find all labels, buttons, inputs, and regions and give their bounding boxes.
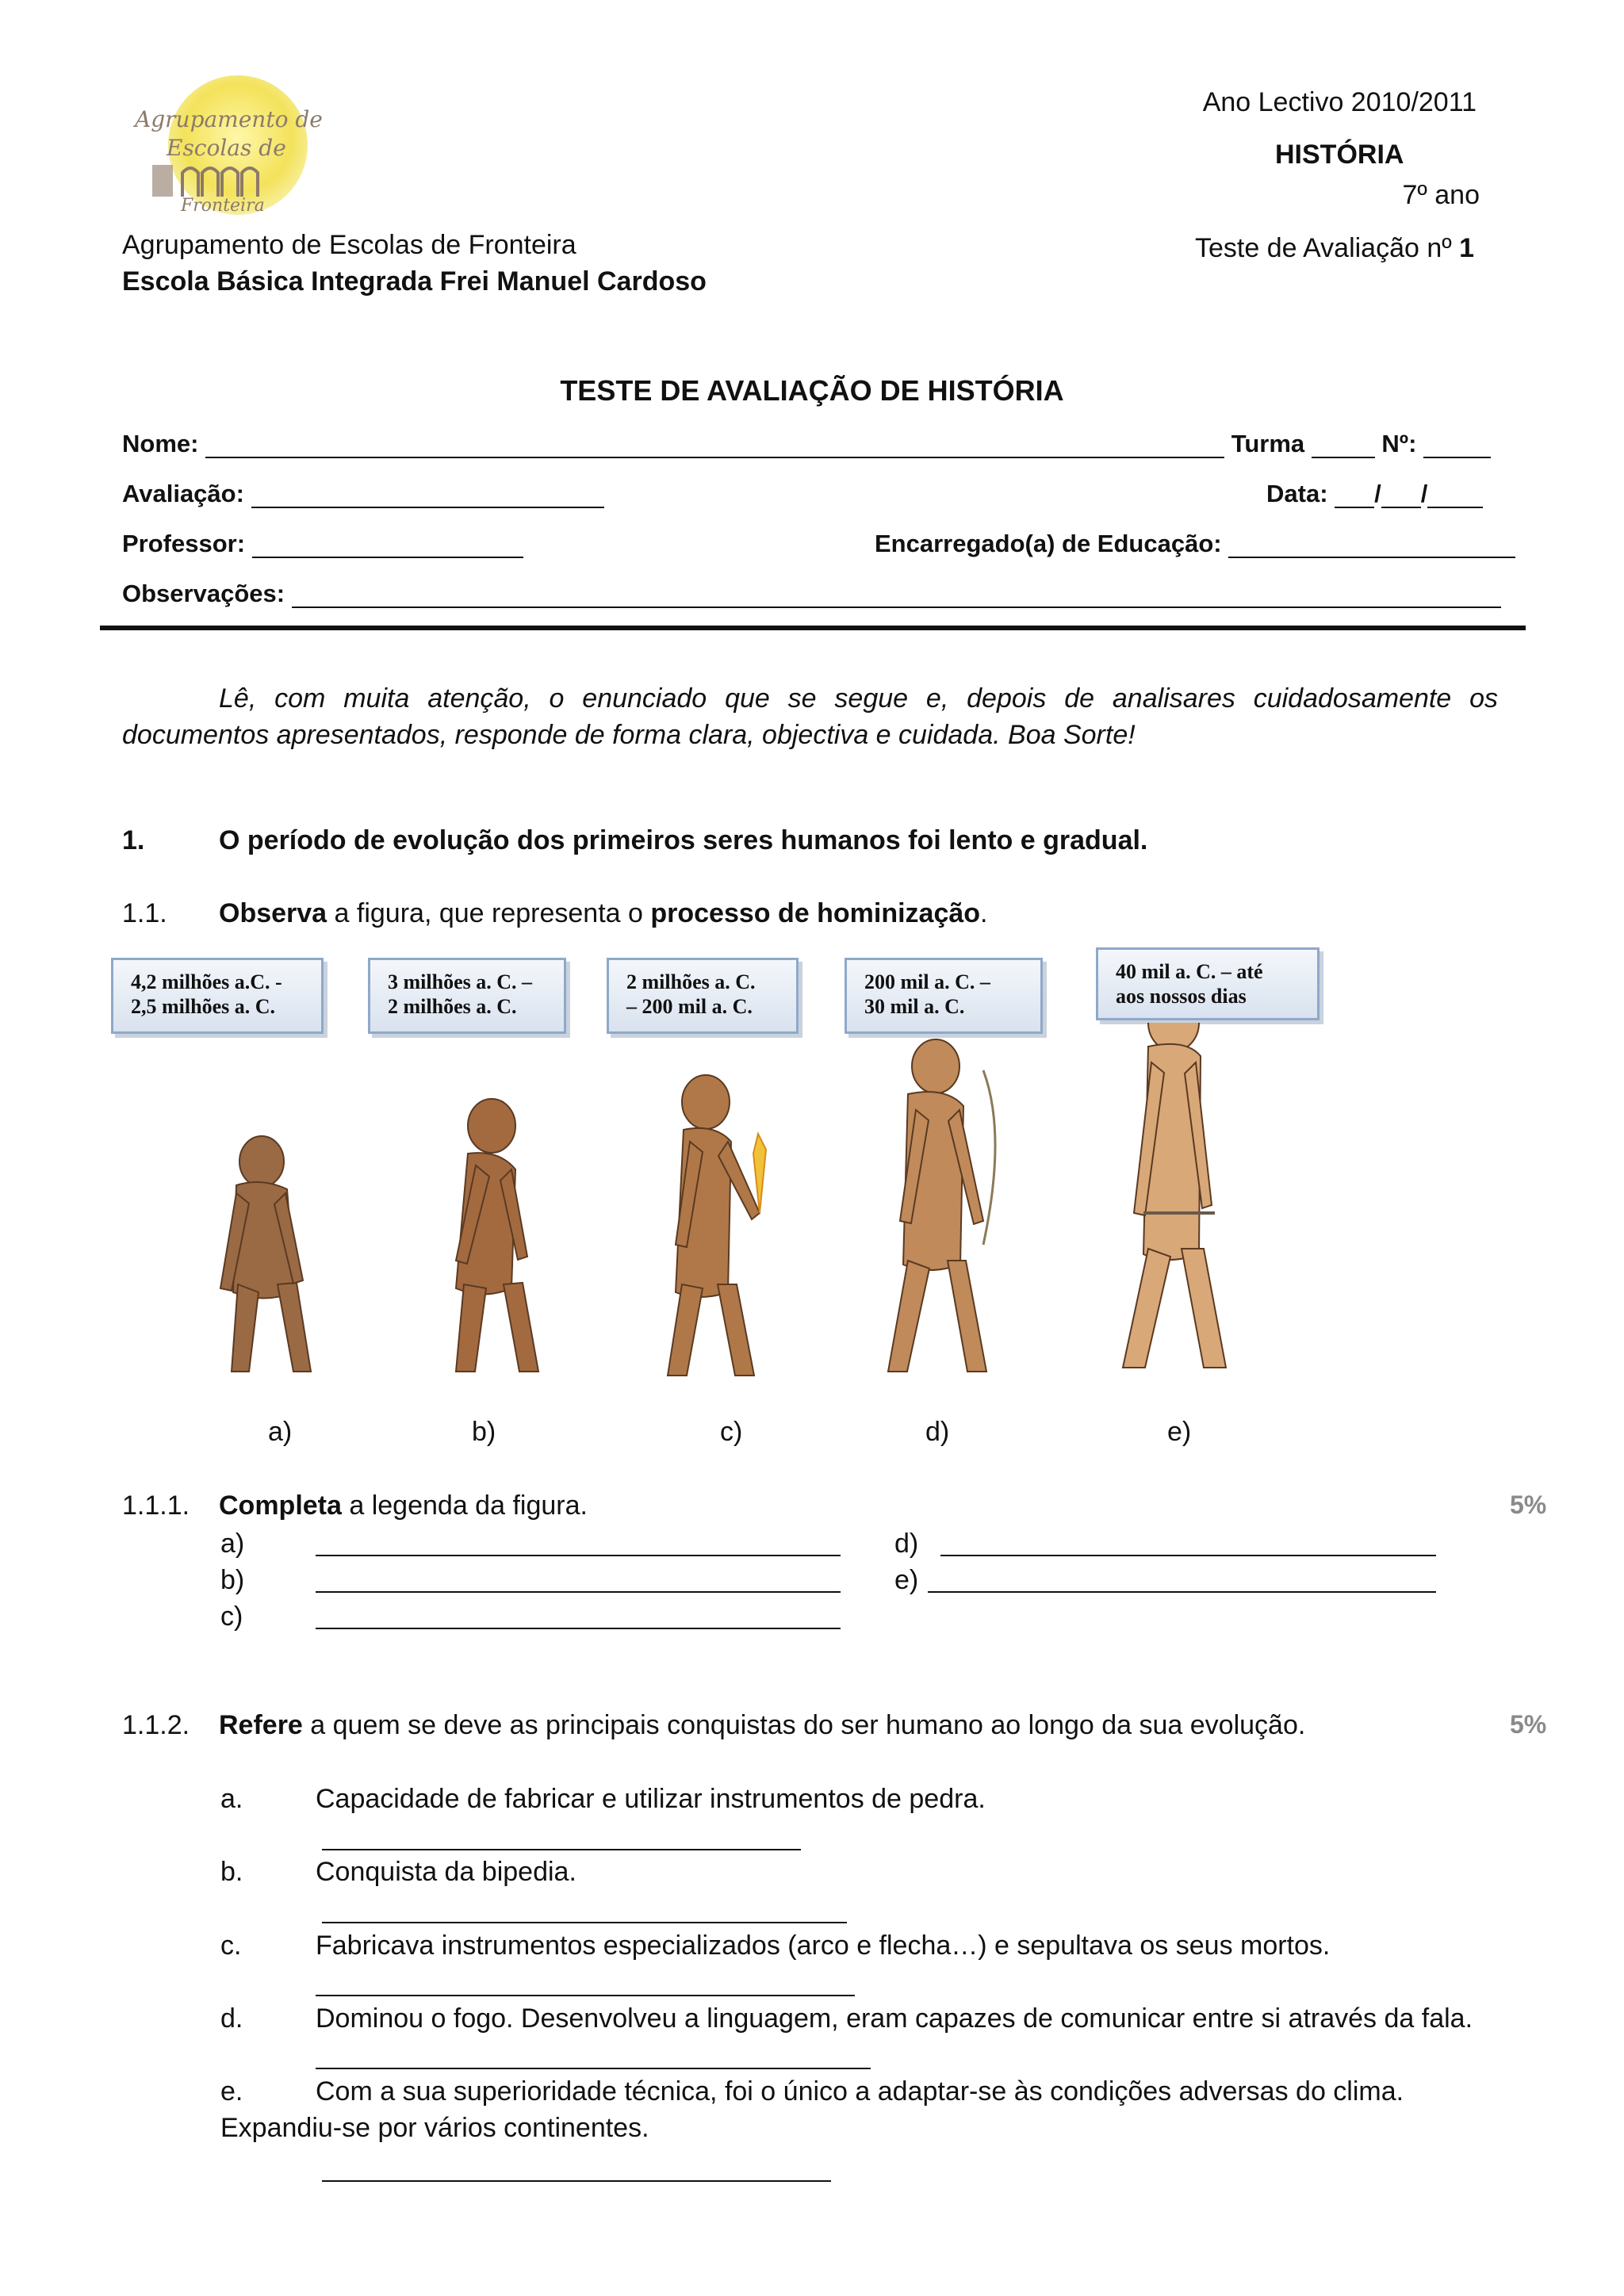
q111-answer-b[interactable]: [316, 1591, 841, 1593]
q111-text: [219, 1490, 588, 1521]
logo-text-1: Agrupamento de: [135, 106, 323, 132]
test-label: [1195, 232, 1474, 264]
q112-item-c-letter: c.: [220, 1931, 242, 1961]
name-label: Nome:: [122, 430, 199, 457]
date-month-field[interactable]: [1381, 483, 1421, 508]
q111-answer-a[interactable]: [316, 1555, 841, 1556]
subject: HISTÓRIA: [1275, 140, 1404, 170]
guardian-field[interactable]: [1228, 533, 1515, 558]
grade: 7º ano: [1402, 180, 1480, 210]
q112-item-e-letter: e.: [220, 2076, 243, 2107]
q112-verb: Refere: [219, 1710, 303, 1740]
q112-item-e-continued: Expandiu-se por vários continentes.: [220, 2113, 649, 2143]
q112-item-c-text: Fabricava instrumentos especializados (arco e flecha…) e sepultava os seus mortos.: [316, 1931, 1331, 1961]
q112-answer-c[interactable]: [316, 1995, 855, 1996]
q112-rest: a quem se deve as principais conquistas do ser humano ao longo da sua evolução.: [302, 1710, 1306, 1740]
name-row: [122, 430, 1498, 461]
teacher-row: [122, 530, 523, 558]
class-field[interactable]: [1312, 433, 1375, 458]
evaluation-field[interactable]: [251, 483, 604, 508]
date-box-e: [1096, 947, 1320, 1020]
q112-item-b-text: Conquista da bipedia.: [316, 1857, 576, 1887]
guardian-label: Encarregado(a) de Educação:: [875, 530, 1222, 557]
q112-item-b-letter: b.: [220, 1857, 243, 1887]
q111-item-a: a): [220, 1529, 245, 1559]
logo-text-2: Escolas de: [167, 135, 286, 161]
q111-number: 1.1.1.: [122, 1490, 190, 1521]
q112-item-d-text: Dominou o fogo. Desenvolveu a linguagem, eram capazes de comunicar entre si através da fala.: [316, 2003, 1473, 2034]
hominid-a: [220, 1136, 311, 1372]
q112-answer-b[interactable]: [322, 1922, 847, 1923]
instructions: Lê, com muita atenção, o enunciado que se segue e, depois de analisares cuidadosamente os documentos apresentados, responde de forma clara, objectiva e cuidada. Boa Sorte!: [122, 683, 1498, 750]
figure-letter-e: e): [1167, 1417, 1192, 1447]
q111-item-b: b): [220, 1565, 245, 1595]
guardian-row: [875, 530, 1515, 558]
q111-answer-d[interactable]: [940, 1555, 1436, 1556]
q111-answer-c[interactable]: [316, 1628, 841, 1629]
date-row: [1266, 480, 1483, 508]
header-separator: [100, 626, 1526, 630]
q111-answer-e[interactable]: [928, 1591, 1436, 1593]
q11-number: 1.1.: [122, 898, 167, 928]
notes-row: [122, 580, 1501, 608]
name-field[interactable]: [205, 433, 1224, 458]
teacher-field[interactable]: [252, 533, 523, 558]
q11-term: processo de hominização: [650, 898, 981, 928]
hominid-c: [668, 1075, 766, 1376]
q11-text: [219, 897, 987, 929]
notes-field[interactable]: [292, 583, 1501, 608]
page-title: TESTE DE AVALIAÇÃO DE HISTÓRIA: [560, 374, 1064, 407]
figure-letter-b: b): [472, 1417, 496, 1447]
number-field[interactable]: [1423, 433, 1491, 458]
q11-end: .: [980, 898, 988, 928]
hominid-d: [888, 1039, 995, 1372]
school-group: Agrupamento de Escolas de Fronteira: [122, 230, 576, 260]
notes-label: Observações:: [122, 580, 285, 607]
date-label: Data:: [1266, 480, 1328, 507]
hominid-e: [1123, 1023, 1226, 1368]
evaluation-row: [122, 480, 604, 508]
figure-letter-d: d): [925, 1417, 950, 1447]
date-box-c-line2: – 200 mil a. C.: [626, 995, 753, 1018]
hominid-b: [456, 1099, 538, 1372]
class-label: Turma: [1231, 430, 1305, 457]
date-box-d-line2: 30 mil a. C.: [864, 995, 965, 1018]
date-box-b-line1: 3 milhões a. C. –: [388, 970, 532, 993]
date-box-d-line1: 200 mil a. C. –: [864, 970, 990, 993]
q1-number: 1.: [122, 825, 145, 855]
date-box-c-line1: 2 milhões a. C.: [626, 970, 756, 993]
date-sep-2: /: [1420, 480, 1428, 507]
test-number: 1: [1459, 233, 1475, 263]
school-logo: [119, 70, 341, 228]
q111-item-c: c): [220, 1601, 243, 1632]
q111-points: 5%: [1510, 1490, 1547, 1519]
q111-item-e: e): [894, 1565, 919, 1595]
figure-letter-a: a): [268, 1417, 293, 1447]
date-box-b-line2: 2 milhões a. C.: [388, 995, 517, 1018]
figure-letter-c: c): [720, 1417, 743, 1447]
evaluation-label: Avaliação:: [122, 480, 244, 507]
q112-item-a-letter: a.: [220, 1784, 243, 1814]
test-label-text: Teste de Avaliação nº: [1195, 233, 1452, 263]
q111-verb: Completa: [219, 1490, 342, 1521]
q11-verb: Observa: [219, 898, 327, 928]
q112-answer-e[interactable]: [322, 2180, 831, 2182]
date-box-e-line1: 40 mil a. C. – até: [1116, 960, 1263, 983]
q11-mid: a figura, que representa o: [327, 898, 651, 928]
q112-points: 5%: [1510, 1710, 1547, 1739]
hominization-illustration: [143, 1023, 1237, 1403]
date-box-a-line1: 4,2 milhões a.C. -: [131, 970, 282, 993]
logo-text-3: Fronteira: [181, 196, 265, 216]
number-label: Nº:: [1381, 430, 1417, 457]
q112-item-a-text: Capacidade de fabricar e utilizar instrumentos de pedra.: [316, 1784, 986, 1814]
q112-text: [219, 1709, 1305, 1741]
q111-item-d: d): [894, 1529, 919, 1559]
date-box-a-line2: 2,5 milhões a. C.: [131, 995, 275, 1018]
date-year-field[interactable]: [1427, 483, 1483, 508]
q1-text: O período de evolução dos primeiros seres humanos foi lento e gradual.: [219, 825, 1148, 855]
q112-number: 1.1.2.: [122, 1710, 190, 1740]
date-sep-1: /: [1374, 480, 1381, 507]
date-box-e-line2: aos nossos dias: [1116, 985, 1247, 1008]
q112-item-d-letter: d.: [220, 2003, 243, 2034]
q112-answer-a[interactable]: [322, 1849, 801, 1850]
date-day-field[interactable]: [1335, 483, 1374, 508]
school-name: Escola Básica Integrada Frei Manuel Cardoso: [122, 266, 707, 297]
school-year: Ano Lectivo 2010/2011: [1202, 87, 1477, 117]
teacher-label: Professor:: [122, 530, 246, 557]
q111-rest: a legenda da figura.: [341, 1490, 588, 1521]
q112-answer-d[interactable]: [316, 2068, 871, 2069]
q112-item-e-text: Com a sua superioridade técnica, foi o único a adaptar-se às condições adversas do clima.: [316, 2076, 1404, 2107]
